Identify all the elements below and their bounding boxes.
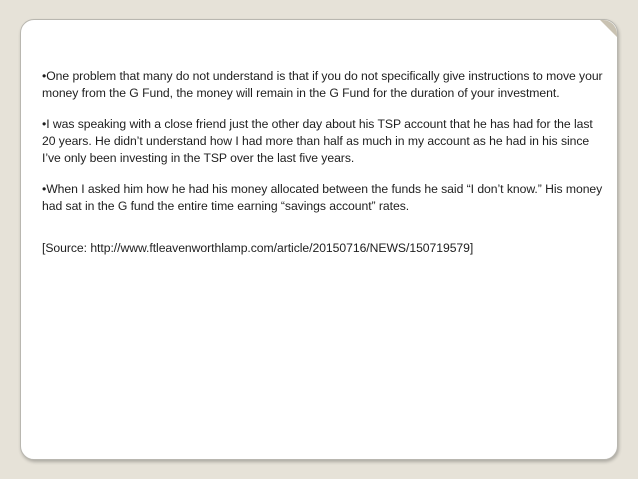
bullet-paragraph-2: •I was speaking with a close friend just the other day about his TSP account that he has had for the last 20 years. He didn’t understand how I had more than half as much in my account as he had in his since I’ve only been investing in the TSP over the last five years. <box>42 117 593 165</box>
slide-card <box>20 19 618 460</box>
bullet-paragraph-3: •When I asked him how he had his money allocated between the funds he said “I don’t know.” His money had sat in the G fund the entire time earning “savings account” rates. <box>42 182 603 213</box>
bullet-paragraph-1: •One problem that many do not understand is that if you do not specifically give instructions to move your money from the G Fund, the money will remain in the G Fund for the duration of your investment. <box>42 69 603 100</box>
slide-body <box>42 68 607 271</box>
source-citation: [Source: http://www.ftleavenworthlamp.com/article/20150716/NEWS/150719579] <box>42 241 474 255</box>
corner-fold-decoration <box>593 20 617 44</box>
